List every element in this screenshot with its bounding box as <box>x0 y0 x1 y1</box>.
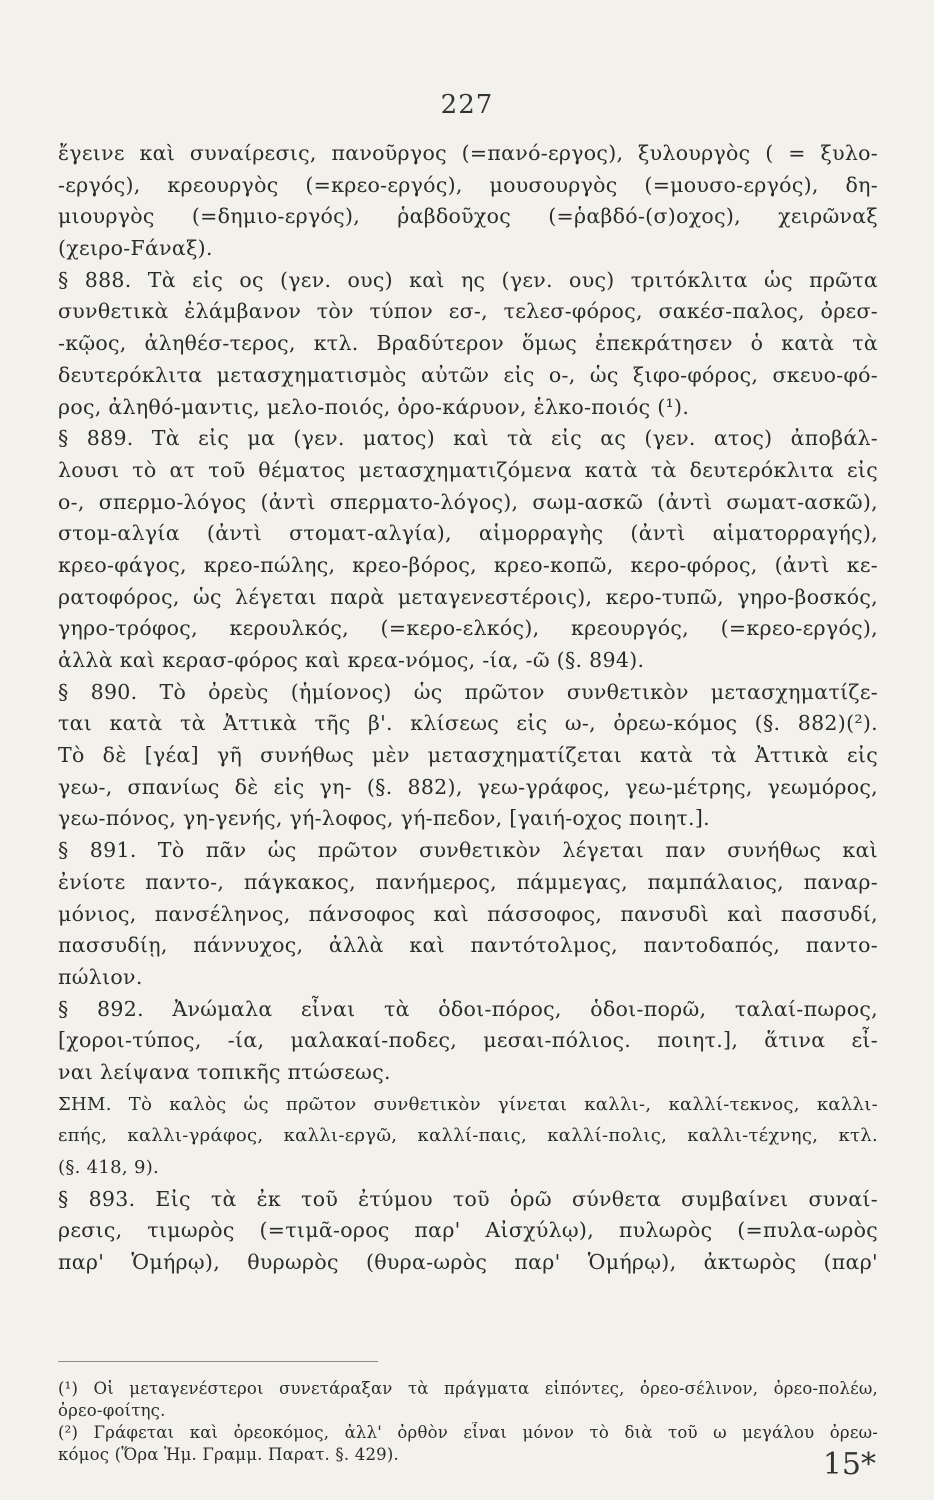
text-line: ναι λείψανα τοπικῆς πτώσεως. <box>58 1059 391 1084</box>
text-line: -εργός), κρεουργὸς (=κρεο-εργός), μουσουργὸς (=μουσο-εργός), δη- <box>58 172 878 197</box>
text-line: παρ' Ὁμήρῳ), θυρωρὸς (θυρα-ωρὸς παρ' Ὁμήρῳ), ἀκτωρὸς (παρ' <box>58 1250 878 1275</box>
text-line: γεω-, σπανίως δὲ εἰς γη- (§. 882), γεω-γράφος, γεω-μέτρης, γεωμόρος, <box>58 774 878 799</box>
text-line: κρεο-φάγος, κρεο-πώλης, κρεο-βόρος, κρεο-κοπῶ, κερο-φόρος, (ἀντὶ κε- <box>58 552 878 577</box>
text-line: [χοροι-τύπος, -ία, μαλακαί-ποδες, μεσαι-πόλιος. ποιητ.], ἅτινα εἶ- <box>58 1028 878 1053</box>
text-line: Τὸ δὲ [γέα] γῆ συνήθως μὲν μετασχηματίζεται κατὰ τὰ Ἀττικὰ εἰς <box>58 743 878 768</box>
page-number: 227 <box>440 90 494 120</box>
text-line: ται κατὰ τὰ Ἀττικὰ τῆς β'. κλίσεως εἰς ω-, ὀρεω-κόμος (§. 882)(²). <box>58 711 878 736</box>
text-line: γεω-πόνος, γη-γενής, γή-λοφος, γή-πεδον, [γαιή-οχος ποιητ.]. <box>58 806 710 831</box>
text-line: ρος, ἀληθό-μαντις, μελο-ποιός, ὀρο-κάρυον, ἑλκο-ποιός (¹). <box>58 394 690 419</box>
section-890-heading: § 890. Τὸ ὀρεὺς (ἡμίονος) ὡς πρῶτον συνθετικὸν μετασχηματίζε- <box>58 679 878 704</box>
text-line: ἀλλὰ καὶ κερασ-φόρος καὶ κρεα-νόμος, -ία, -ῶ (§. 894). <box>58 648 645 672</box>
text-line: ἐνίοτε παντο-, πάγκακος, πανήμερος, πάμμεγας, παμπάλαιος, παναρ- <box>58 869 878 894</box>
note-line: (§. 418, 9). <box>58 1157 160 1178</box>
note-line: επής, καλλι-γράφος, καλλι-εργῶ, καλλί-παις, καλλί-πολις, καλλι-τέχνης, κτλ. <box>58 1125 878 1147</box>
text-line: γηρο-τρόφος, κερουλκός, (=κερο-ελκός), κρεουργός, (=κρεο-εργός), <box>58 616 878 641</box>
text-line: δευτερόκλιτα μετασχηματισμὸς αὐτῶν εἰς ο-, ὡς ξιφο-φόρος, σκευο-φό- <box>58 362 878 387</box>
text-line: ρατοφόρος, ὡς λέγεται παρὰ μεταγενεστέροις), κερο-τυπῶ, γηρο-βοσκός, <box>58 584 878 609</box>
section-891-heading: § 891. Τὸ πᾶν ὡς πρῶτον συνθετικὸν λέγεται παν συνήθως καὶ <box>58 838 878 863</box>
text-line: μόνιος, πανσέληνος, πάνσοφος καὶ πάσσοφος, πανσυδὶ καὶ πασσυδί, <box>58 901 878 926</box>
footnote-line: κόμος (Ὅρα Ἡμ. Γραμμ. Παρατ. §. 429). <box>58 1445 399 1464</box>
footnote-divider <box>58 1361 378 1362</box>
section-892-heading: § 892. Ἀνώμαλα εἶναι τὰ ὁδοι-πόρος, ὁδοι-πορῶ, ταλαί-πωρος, <box>58 996 878 1021</box>
signature-mark: 15* <box>822 1447 876 1482</box>
text-line: (χειρο-Fάναξ). <box>58 236 213 261</box>
text-line: ο-, σπερμο-λόγος (ἀντὶ σπερματο-λόγος), σωμ-ασκῶ (ἀντὶ σωματ-ασκῶ), <box>58 489 878 514</box>
text-line: -κῷος, ἀληθέσ-τερος, κτλ. Βραδύτερον ὅμως ἐπεκράτησεν ὁ κατὰ τὰ <box>58 331 878 356</box>
footnote-line: (²) Γράφεται καὶ ὀρεοκόμος, ἀλλ' ὀρθὸν εἶναι μόνον τὸ διὰ τοῦ ω μεγάλου ὀρεω- <box>58 1423 878 1442</box>
text-line: ἔγεινε καὶ συναίρεσις, πανοῦργος (=πανό-εργος), ξυλουργὸς ( = ξυλο- <box>58 141 878 165</box>
text-line: μιουργὸς (=δημιο-εργός), ῥαβδοῦχος (=ῥαβδό-(σ)οχος), χειρῶναξ <box>58 204 878 229</box>
section-888-heading: § 888. Τὰ εἰς ος (γεν. ους) καὶ ης (γεν. ους) τριτόκλιτα ὡς πρῶτα <box>58 267 878 292</box>
text-line: συνθετικὰ ἐλάμβανον τὸν τύπον εσ-, τελεσ-φόρος, σακέσ-παλος, ὀρεσ- <box>58 299 878 324</box>
text-line: πασσυδίῃ, πάννυχος, ἀλλὰ καὶ παντότολμος, παντοδαπός, παντο- <box>58 933 878 958</box>
section-893-heading: § 893. Εἰς τὰ ἐκ τοῦ ἐτύμου τοῦ ὁρῶ σύνθετα συμβαίνει συναί- <box>58 1186 878 1211</box>
note-line: ΣΗΜ. Τὸ καλὸς ὡς πρῶτον συνθετικὸν γίνεται καλλι-, καλλί-τεκνος, καλλι- <box>58 1093 878 1115</box>
footnote-line: (¹) Οἱ μεταγενέστεροι συνετάραξαν τὰ πράγματα εἰπόντες, ὀρεο-σέλινον, ὀρεο-πολέω, <box>58 1379 878 1398</box>
text-line: πώλιον. <box>58 964 143 989</box>
text-line: στομ-αλγία (ἀντὶ στοματ-αλγία), αἱμορραγὴς (ἀντὶ αἱματορραγής), <box>58 521 878 546</box>
footnote-line: ὀρεο-φοίτης. <box>58 1401 166 1420</box>
text-line: ρεσις, τιμωρὸς (=τιμᾶ-ορος παρ' Αἰσχύλῳ), πυλωρὸς (=πυλα-ωρὸς <box>58 1218 878 1243</box>
footnotes <box>58 1378 878 1466</box>
body-text <box>58 138 878 1279</box>
section-889-heading: § 889. Τὰ εἰς μα (γεν. ματος) καὶ τὰ εἰς ας (γεν. ατος) ἀποβάλ- <box>58 426 878 451</box>
text-line: λουσι τὸ ατ τοῦ θέματος μετασχηματιζόμενα κατὰ τὰ δευτερόκλιτα εἰς <box>58 457 878 482</box>
